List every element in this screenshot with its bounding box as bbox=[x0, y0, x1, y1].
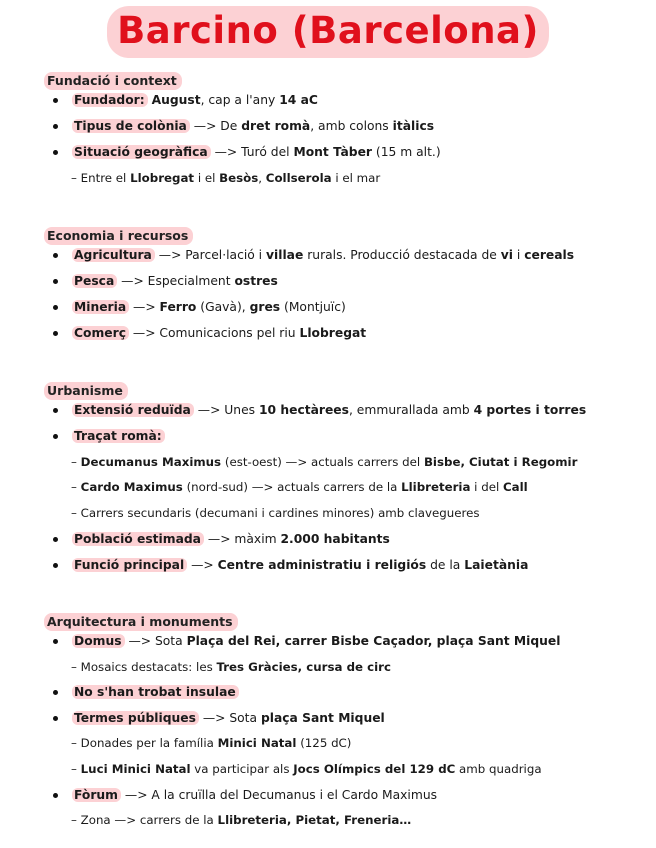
item-text: rurals. Producció destacada de bbox=[303, 248, 501, 262]
item-text: Minici Natal bbox=[217, 736, 297, 751]
item-text: —> màxim bbox=[203, 532, 281, 546]
item-text: i bbox=[512, 248, 525, 262]
item-text: (125 dC) bbox=[296, 736, 352, 751]
section-heading: Arquitectura i monuments bbox=[44, 613, 238, 631]
item-text: i el bbox=[194, 171, 220, 185]
item-text: Collserola bbox=[265, 171, 332, 185]
item-text: —> Parcel·lació i bbox=[154, 248, 266, 262]
item-text: amb quadriga bbox=[455, 762, 542, 776]
bullet-item bbox=[46, 557, 528, 573]
item-text: Besòs bbox=[219, 171, 259, 185]
item-text: Ferro bbox=[159, 300, 197, 314]
item-key: Agricultura bbox=[72, 248, 155, 262]
item-text: Plaça del Rei, carrer Bisbe Caçador, plaça Sant Miquel bbox=[186, 634, 561, 648]
item-key: Fòrum bbox=[72, 788, 121, 802]
item-text: – Donades per la família bbox=[71, 736, 218, 751]
sub-item bbox=[46, 170, 380, 186]
item-text: Mont Tàber bbox=[293, 145, 372, 159]
item-text: – bbox=[71, 762, 81, 776]
item-text: Decumanus Maximus bbox=[80, 454, 222, 469]
bullet-item bbox=[46, 402, 586, 418]
item-text: Bisbe, Ciutat i Regomir bbox=[423, 454, 578, 469]
item-key: Termes públiques bbox=[72, 711, 199, 725]
item-text: 2.000 habitants bbox=[280, 532, 390, 546]
item-key: Extensió reduïda bbox=[72, 403, 194, 417]
item-text: Tres Gràcies, cursa de circ bbox=[216, 659, 391, 674]
item-text: (Montjuïc) bbox=[280, 300, 346, 314]
sub-item bbox=[46, 479, 528, 495]
bullet-item bbox=[46, 144, 441, 160]
bullet-item bbox=[46, 299, 346, 315]
bullet-item bbox=[46, 633, 561, 649]
item-text: – Entre el bbox=[71, 171, 131, 185]
item-text: itàlics bbox=[392, 119, 435, 133]
sub-item bbox=[46, 659, 391, 675]
item-key: Població estimada bbox=[72, 532, 204, 546]
item-text: – Mosaics destacats: les bbox=[71, 659, 217, 674]
section-heading: Economia i recursos bbox=[44, 227, 193, 245]
bullet-item bbox=[46, 710, 385, 726]
item-text: gres bbox=[249, 300, 281, 314]
bullet-item bbox=[46, 273, 278, 289]
item-text: vi bbox=[500, 248, 513, 262]
item-text: , bbox=[258, 171, 266, 185]
bullet-item bbox=[46, 92, 318, 108]
item-text: cereals bbox=[524, 248, 575, 262]
section-heading: Fundació i context bbox=[44, 72, 182, 90]
sub-item bbox=[46, 812, 411, 828]
item-text: —> Comunicacions pel riu bbox=[128, 326, 300, 340]
bullet-item bbox=[46, 325, 366, 341]
item-text: —> bbox=[129, 300, 160, 314]
item-text: (Gavà), bbox=[196, 300, 250, 314]
item-text: 14 aC bbox=[279, 93, 318, 107]
bullet-item bbox=[46, 118, 434, 134]
item-text: , amb colons bbox=[310, 119, 393, 133]
item-text: Luci Minici Natal bbox=[80, 762, 191, 776]
section bbox=[46, 380, 646, 580]
bullet-item bbox=[46, 684, 239, 700]
item-key: Pesca bbox=[72, 274, 117, 288]
item-text: 10 hectàrees bbox=[258, 403, 349, 417]
item-text: plaça Sant Miquel bbox=[260, 710, 385, 725]
item-text: dret romà bbox=[241, 119, 311, 133]
item-key: Domus bbox=[72, 634, 125, 648]
item-text: —> Sota bbox=[198, 710, 261, 725]
item-key: Tipus de colònia bbox=[72, 119, 190, 133]
sub-item bbox=[46, 454, 577, 470]
item-text: , cap a l'any bbox=[200, 93, 280, 107]
item-text: de la bbox=[426, 557, 465, 572]
item-text: villae bbox=[266, 248, 304, 262]
item-text: —> Especialment bbox=[117, 274, 235, 288]
sub-item bbox=[46, 505, 479, 521]
item-key: Funció principal bbox=[72, 558, 187, 572]
item-text: —> bbox=[187, 557, 218, 572]
item-text: (15 m alt.) bbox=[372, 145, 441, 159]
bullet-item bbox=[46, 787, 437, 803]
item-text: , emmurallada amb bbox=[348, 403, 474, 417]
page-title: Barcino (Barcelona) bbox=[107, 6, 549, 58]
item-key: Situació geogràfica bbox=[72, 145, 211, 159]
item-text: Llobregat bbox=[130, 171, 195, 185]
item-text: Llibreteria bbox=[401, 480, 471, 495]
item-text: ostres bbox=[234, 274, 278, 288]
item-text: Jocs Olímpics del 129 dC bbox=[293, 762, 456, 776]
item-text: —> De bbox=[189, 119, 242, 133]
bullet-item bbox=[46, 428, 165, 444]
section bbox=[46, 611, 646, 828]
item-text: —> Unes bbox=[193, 403, 259, 417]
item-key: Mineria bbox=[72, 300, 129, 314]
item-key: No s'han trobat insulae bbox=[72, 685, 239, 699]
item-key: Fundador: bbox=[72, 93, 148, 107]
item-key: Traçat romà: bbox=[72, 429, 165, 443]
item-text: Centre administratiu i religiós bbox=[217, 557, 427, 572]
bullet-item bbox=[46, 247, 574, 263]
item-text: – Carrers secundaris (decumani i cardines minores) amb clavegueres bbox=[71, 506, 480, 521]
section-heading: Urbanisme bbox=[44, 382, 128, 400]
item-text: Call bbox=[503, 480, 528, 495]
item-text: (est-oest) —> actuals carrers del bbox=[221, 454, 424, 469]
item-text: August bbox=[151, 93, 201, 107]
item-text: va participar als bbox=[190, 762, 294, 776]
bullet-item bbox=[46, 531, 390, 547]
item-text: i del bbox=[470, 480, 503, 495]
item-text: —> A la cruïlla del Decumanus i el Cardo Maximus bbox=[120, 787, 438, 802]
item-text: —> Sota bbox=[124, 634, 187, 648]
item-text: Cardo Maximus bbox=[80, 480, 183, 495]
item-text: Llibreteria, Pietat, Freneria… bbox=[217, 813, 412, 828]
item-text: i el mar bbox=[331, 171, 381, 185]
sub-item bbox=[46, 735, 351, 751]
item-text: (nord-sud) —> actuals carrers de la bbox=[182, 480, 402, 495]
page-title-wrap bbox=[0, 6, 656, 58]
item-text: Laietània bbox=[464, 557, 529, 572]
item-key: Comerç bbox=[72, 326, 129, 340]
item-text: – bbox=[71, 454, 81, 469]
item-text: Llobregat bbox=[299, 326, 367, 340]
item-text: – Zona —> carrers de la bbox=[71, 813, 218, 828]
item-text: —> Turó del bbox=[210, 145, 294, 159]
item-text: 4 portes i torres bbox=[473, 403, 587, 417]
sub-item bbox=[46, 761, 542, 777]
item-text: – bbox=[71, 480, 81, 495]
